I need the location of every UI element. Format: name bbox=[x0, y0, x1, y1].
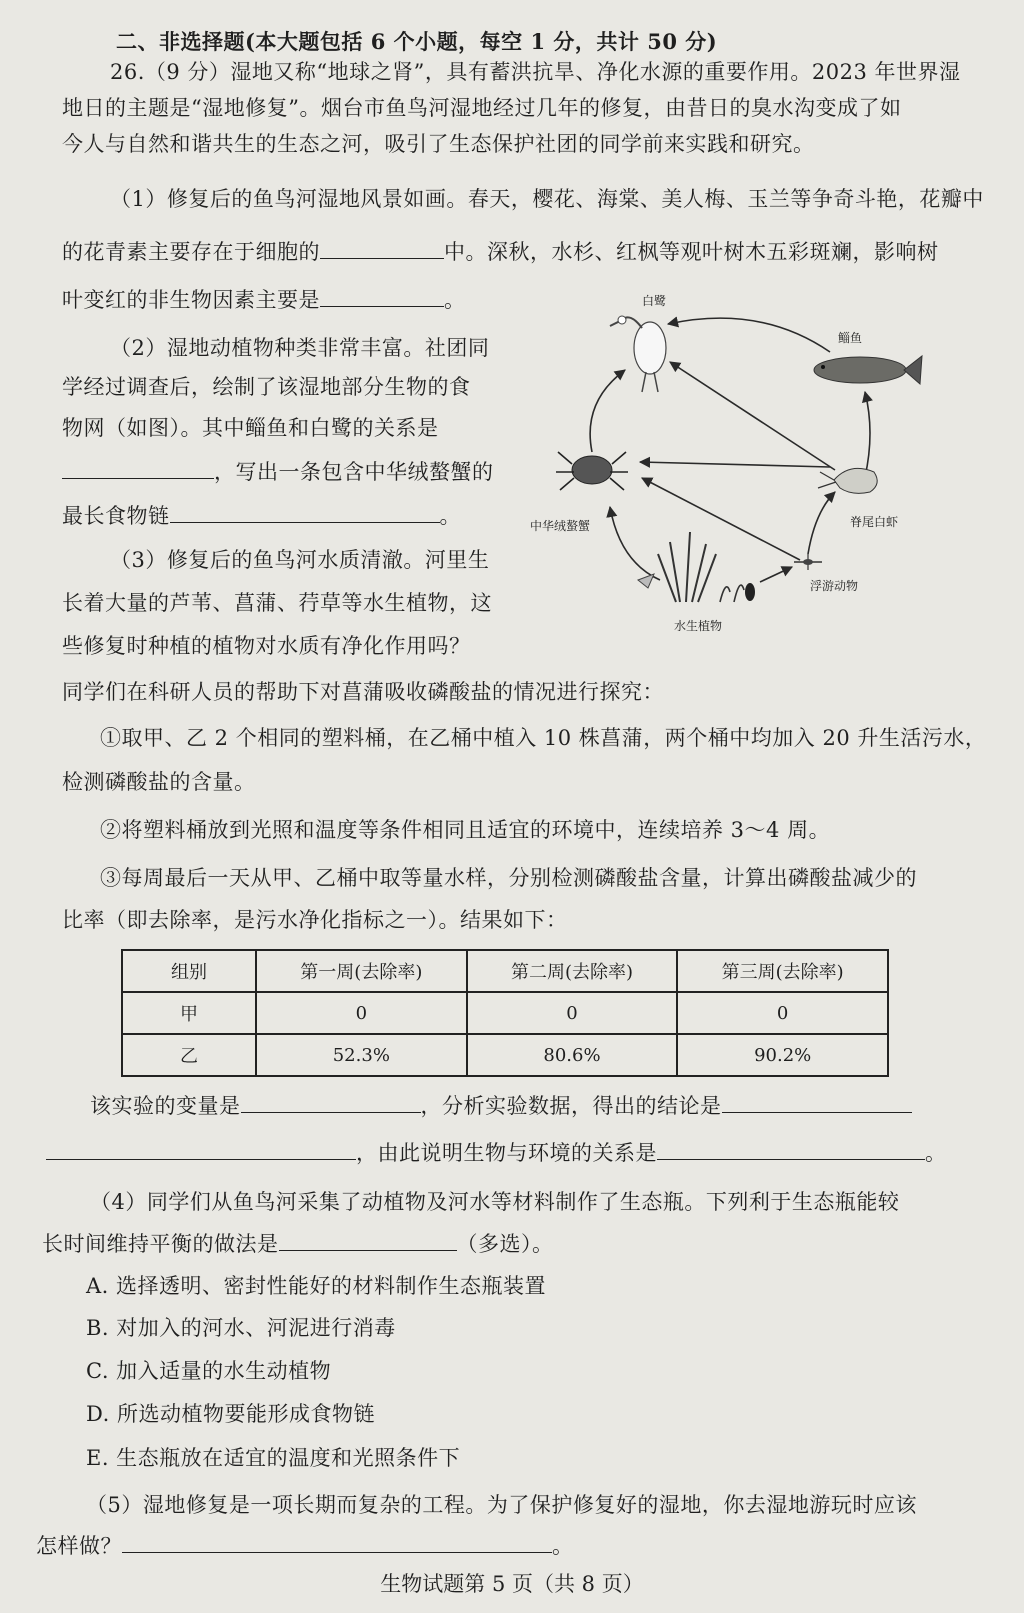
table-cell: 80.6% bbox=[467, 1034, 678, 1076]
answer-blank-abiotic-factor[interactable] bbox=[320, 284, 444, 307]
arrow-zooplankton-to-crab bbox=[642, 478, 800, 560]
node-label-aquatic-plants: 水生植物 bbox=[674, 619, 723, 633]
q26-3-answer-line-2: ，由此说明生物与环境的关系是 。 bbox=[46, 1137, 947, 1168]
q26-3-line-2: 长着大量的芦苇、菖蒲、荇草等水生植物，这 bbox=[62, 591, 492, 615]
q26-2-line-5: 最长食物链 。 bbox=[62, 500, 461, 531]
answer-blank-protect-wetland[interactable] bbox=[122, 1530, 552, 1553]
answer-blank-relationship[interactable] bbox=[62, 456, 214, 479]
answer-blank-conclusion-cont[interactable] bbox=[46, 1137, 356, 1160]
zooplankton-icon bbox=[794, 554, 822, 570]
table-cell: 90.2% bbox=[677, 1034, 888, 1076]
table-header-cell: 第三周(去除率) bbox=[677, 950, 888, 992]
table-header-cell: 第二周(去除率) bbox=[467, 950, 678, 992]
option-d: D. 所选动植物要能形成食物链 bbox=[86, 1402, 375, 1426]
q26-2-line-3: 物网（如图）。其中鲻鱼和白鹭的关系是 bbox=[62, 416, 439, 440]
arrow-plants-to-zooplankton bbox=[760, 567, 792, 582]
answer-blank-longest-food-chain[interactable] bbox=[170, 500, 440, 523]
q26-1-line-3: 叶变红的非生物因素主要是 。 bbox=[62, 284, 466, 315]
answer-blank-eco-bottle[interactable] bbox=[279, 1228, 457, 1251]
step-3-line-1: ③每周最后一天从甲、乙桶中取等量水样，分别检测磷酸盐含量，计算出磷酸盐减少的 bbox=[100, 866, 917, 890]
results-table bbox=[121, 949, 889, 1077]
table-cell: 0 bbox=[467, 992, 678, 1034]
food-web-diagram bbox=[530, 292, 960, 654]
arrow-shrimp-to-egret bbox=[670, 362, 835, 470]
table-row bbox=[122, 1034, 888, 1076]
q26-1-line-2: 的花青素主要存在于细胞的 中。深秋，水杉、红枫等观叶树木五彩斑斓，影响树 bbox=[62, 236, 939, 267]
arrow-crab-to-egret bbox=[590, 370, 625, 452]
food-web-arrows bbox=[590, 318, 870, 582]
node-label-crab: 中华绒螯蟹 bbox=[530, 519, 591, 533]
q26-5-line-2: 怎样做？ 。 bbox=[36, 1530, 574, 1561]
table-header-row bbox=[122, 950, 888, 992]
step-3-line-2: 比率（即去除率，是污水净化指标之一）。结果如下： bbox=[62, 908, 568, 932]
crab-icon bbox=[556, 452, 628, 490]
mullet-icon bbox=[814, 356, 922, 384]
q26-1-line-1: （1）修复后的鱼鸟河湿地风景如画。春天，樱花、海棠、美人梅、玉兰等争奇斗艳，花瓣中 bbox=[110, 187, 984, 211]
q26-5-line-1: （5）湿地修复是一项长期而复杂的工程。为了保护修复好的湿地，你去湿地游玩时应该 bbox=[86, 1493, 917, 1517]
q26-3-line-1: （3）修复后的鱼鸟河水质清澈。河里生 bbox=[110, 548, 490, 572]
table-cell: 乙 bbox=[122, 1034, 256, 1076]
q26-2-line-4: ，写出一条包含中华绒螯蟹的 bbox=[62, 456, 494, 487]
table-header-cell: 组别 bbox=[122, 950, 256, 992]
q26-2-line-2: 学经过调查后，绘制了该湿地部分生物的食 bbox=[62, 375, 471, 399]
arrow-zooplankton-to-shrimp bbox=[808, 492, 835, 554]
shrimp-icon bbox=[818, 468, 877, 493]
q26-intro-line-2: 地日的主题是“湿地修复”。烟台市鱼鸟河湿地经过几年的修复，由昔日的臭水沟变成了如 bbox=[62, 96, 902, 120]
q26-3-line-3: 些修复时种植的植物对水质有净化作用吗？ bbox=[62, 634, 471, 658]
node-label-shrimp: 脊尾白虾 bbox=[850, 515, 899, 529]
q26-3-answer-line-1: 该实验的变量是 ，分析实验数据，得出的结论是 bbox=[90, 1090, 912, 1121]
answer-blank-variable[interactable] bbox=[241, 1090, 421, 1113]
arrow-plants-to-crab bbox=[610, 507, 660, 580]
egret-icon bbox=[610, 316, 666, 392]
node-label-egret: 白鹭 bbox=[642, 294, 667, 308]
arrow-shrimp-to-crab bbox=[640, 462, 830, 467]
node-label-zooplankton: 浮游动物 bbox=[810, 579, 859, 593]
node-label-mullet: 鲻鱼 bbox=[838, 331, 863, 345]
option-a: A. 选择透明、密封性能好的材料制作生态瓶装置 bbox=[86, 1274, 547, 1298]
table-header-cell: 第一周(去除率) bbox=[256, 950, 467, 992]
q26-4-line-1: （4）同学们从鱼鸟河采集了动植物及河水等材料制作了生态瓶。下列利于生态瓶能较 bbox=[90, 1190, 900, 1214]
q26-3-line-4: 同学们在科研人员的帮助下对菖蒲吸收磷酸盐的情况进行探究： bbox=[62, 680, 664, 704]
option-e: E. 生态瓶放在适宜的温度和光照条件下 bbox=[86, 1446, 461, 1470]
answer-blank-anthocyanin-location[interactable] bbox=[320, 236, 444, 259]
q26-intro-line-1: 26.（9 分）湿地又称“地球之肾”，具有蓄洪抗旱、净化水源的重要作用。2023 年世界湿 bbox=[110, 60, 961, 84]
page-footer: 生物试题第 5 页（共 8 页） bbox=[380, 1572, 644, 1596]
table-cell: 52.3% bbox=[256, 1034, 467, 1076]
q26-2-line-1: （2）湿地动植物种类非常丰富。社团同 bbox=[110, 336, 490, 360]
answer-blank-organism-environment[interactable] bbox=[657, 1137, 925, 1160]
step-1-line-2: 检测磷酸盐的含量。 bbox=[62, 770, 256, 794]
option-b: B. 对加入的河水、河泥进行消毒 bbox=[86, 1316, 396, 1340]
step-1-line-1: ①取甲、乙 2 个相同的塑料桶，在乙桶中植入 10 株菖蒲，两个桶中均加入 20 升生活污水， bbox=[100, 726, 987, 750]
table-cell: 甲 bbox=[122, 992, 256, 1034]
arrow-mullet-to-egret bbox=[668, 318, 830, 352]
q26-intro-line-3: 今人与自然和谐共生的生态之河，吸引了生态保护社团的同学前来实践和研究。 bbox=[62, 132, 815, 156]
arrow-shrimp-to-mullet bbox=[865, 392, 870, 477]
answer-blank-conclusion[interactable] bbox=[722, 1090, 912, 1113]
table-row bbox=[122, 992, 888, 1034]
section-title: 二、非选择题(本大题包括 6 个小题，每空 1 分，共计 50 分) bbox=[116, 29, 718, 54]
option-c: C. 加入适量的水生动植物 bbox=[86, 1359, 332, 1383]
table-cell: 0 bbox=[256, 992, 467, 1034]
q26-4-line-2: 长时间维持平衡的做法是 （多选）。 bbox=[42, 1228, 554, 1259]
aquatic-plants-icon bbox=[638, 532, 755, 602]
step-2: ②将塑料桶放到光照和温度等条件相同且适宜的环境中，连续培养 3～4 周。 bbox=[100, 818, 831, 842]
table-cell: 0 bbox=[677, 992, 888, 1034]
